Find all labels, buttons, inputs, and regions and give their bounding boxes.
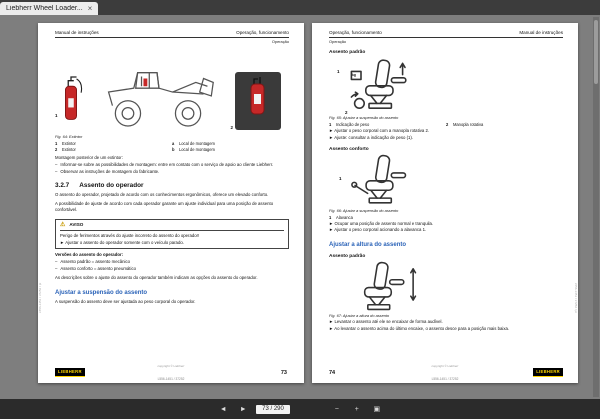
- figure-65-seat: [337, 57, 427, 115]
- legend-num: 1: [329, 214, 332, 220]
- legend-row: [446, 122, 563, 127]
- legend-text: Extintor: [62, 141, 76, 146]
- side-code: L556-1451 / 37252 / pt: [38, 282, 42, 313]
- tab-title: Liebherr Wheel Loader...: [6, 5, 83, 12]
- warning-step: ► Ajustar o assento do operador somente com o veículo parado.: [60, 239, 184, 245]
- warning-box: [55, 219, 289, 250]
- legend-num: 2: [446, 122, 449, 127]
- legend-num: a: [172, 141, 175, 146]
- paragraph: O assento do operador, projetado de acordo com os conhecimentos ergonômicos, oferece um elevado conforto.: [55, 192, 269, 198]
- page-number: 74: [329, 370, 336, 376]
- instruction-step: ► Ocupar uma posição de assento normal e tranquila.: [329, 220, 434, 226]
- figure-item-label: 1: [337, 69, 340, 74]
- legend-row: [55, 147, 172, 152]
- legend-row: [172, 147, 289, 152]
- figure-caption: Fig. 64: Extintor: [55, 134, 83, 139]
- mount-item: [55, 162, 289, 168]
- page-spread: [16, 15, 600, 383]
- liebherr-logo: [533, 368, 563, 377]
- logo-text: LIEBHERR: [536, 369, 560, 374]
- mount-item-text: – Informar-se sobre as possibilidades de montagem: entre em contato com o serviço de apoio ao cliente Liebherr.: [60, 161, 274, 167]
- legend-row: [172, 141, 289, 146]
- version-item: [55, 266, 289, 272]
- figure-67-seat: [343, 261, 427, 311]
- legend-num: 2: [55, 147, 58, 152]
- heading-assento-padrao-2: Assento padrão: [329, 254, 366, 260]
- logo-text: LIEBHERR: [58, 369, 82, 374]
- instruction-step: ► Levantar o assento até ele se encaixar de forma audível.: [329, 319, 443, 325]
- warning-header: [60, 222, 284, 231]
- document-code: L556-1451 / 37252: [157, 377, 185, 381]
- header-right: Operação, funcionamento: [236, 30, 289, 35]
- warning-text: Perigo de ferimentos através do ajuste incorreto do assento do operador!: [60, 232, 200, 238]
- version-text: – Assento conforto = assento pneumático: [60, 265, 136, 271]
- page-73: [38, 23, 304, 383]
- figure-legend: [329, 215, 563, 220]
- legend-text: Extintor: [62, 147, 76, 152]
- extinguisher-icon: [59, 70, 83, 132]
- warning-icon: ⚠: [60, 221, 66, 228]
- legend-text: Local de montagem: [179, 147, 215, 152]
- instruction-step: ► Ao levantar o assento acima do último encaixe, o assento desce para a posição mais baixa.: [329, 325, 510, 331]
- liebherr-logo: [55, 368, 85, 377]
- figure-item-label: 2: [345, 110, 348, 115]
- header-left: Manual de instruções: [55, 30, 99, 35]
- document-tab[interactable]: [0, 2, 98, 15]
- instruction-step: ► Ajustar o peso corporal acionando a alavanca 1.: [329, 227, 427, 233]
- seat-standard-icon: [343, 57, 427, 113]
- header-sub: Operação: [329, 39, 347, 44]
- page-header: [55, 30, 289, 38]
- figure-item-label: 1: [55, 113, 58, 118]
- figure-caption: Fig. 67: Ajustar a altura do assento: [329, 313, 390, 319]
- wheel-loader-icon: [95, 56, 221, 132]
- versions-title: Versões do assento do operador:: [55, 252, 124, 258]
- legend-text: Alavanca: [336, 214, 353, 220]
- figure-legend: [55, 141, 289, 152]
- legend-text: Indicação de peso: [336, 122, 370, 127]
- mount-item: [55, 169, 289, 175]
- page-number: 73: [280, 370, 287, 376]
- page-74: [312, 23, 578, 383]
- instruction-step: ► Ajuste: consultar a indicação de peso (1).: [329, 134, 414, 140]
- version-text: – Assento padrão = assento mecânico: [60, 259, 131, 265]
- figure-legend: [329, 122, 563, 127]
- figure-item-label: 1: [339, 175, 342, 181]
- close-icon[interactable]: ×: [87, 3, 93, 13]
- legend-text: Manopla rotativa: [453, 122, 484, 127]
- legend-num: 1: [55, 141, 58, 146]
- side-code: L556-1451 / 37252 / pt: [574, 282, 578, 313]
- blue-heading-suspension: Ajustar a suspensão do assento: [55, 289, 148, 296]
- bottom-toolbar: [0, 399, 600, 419]
- copyright-line: copyright © Liebherr: [157, 364, 185, 368]
- version-item: [55, 259, 289, 265]
- header-right: Manual de instruções: [519, 30, 563, 35]
- page-indicator[interactable]: 73 / 290: [256, 405, 290, 414]
- section-title: Assento do operador: [79, 182, 144, 190]
- zoom-in-button[interactable]: +: [354, 405, 359, 413]
- header-left: Operação, funcionamento: [329, 30, 382, 35]
- seat-height-icon: [343, 261, 427, 311]
- copyright-line: copyright © Liebherr: [431, 364, 459, 368]
- legend-num: b: [172, 147, 175, 152]
- vertical-scrollbar[interactable]: [593, 17, 599, 397]
- legend-row: [329, 122, 446, 127]
- blue-heading-height: Ajustar a altura do assento: [329, 242, 407, 249]
- section-heading: [55, 182, 289, 189]
- versions-note: As descrições sobre o ajuste do assento do operador também indicam as opções do assento do operador.: [55, 274, 258, 280]
- figure-64-extinguisher: [55, 48, 289, 132]
- tab-bar: [0, 0, 600, 15]
- legend-num: 1: [329, 122, 332, 127]
- page-header: [329, 30, 563, 38]
- instruction-step: ► Ajustar o peso corporal com a manopla rotativa 2.: [329, 128, 430, 133]
- figure-item-label: 2: [230, 125, 233, 130]
- next-page-button[interactable]: ►: [239, 405, 247, 413]
- fit-page-button[interactable]: ▣: [373, 406, 381, 413]
- paragraph: A possibilidade de ajuste de acordo com cada operador garante um ajuste individual para uma posição de assento confortável.: [55, 201, 274, 212]
- mount-item-text: – Observar as instruções de montagem do fabricante.: [60, 168, 160, 174]
- legend-text: Local de montagem: [179, 141, 215, 146]
- scrollbar-thumb[interactable]: [594, 20, 598, 84]
- previous-page-button[interactable]: ◄: [219, 405, 227, 413]
- figure-caption: Fig. 65: Ajustar a suspensão do assento: [329, 115, 399, 120]
- mount-title: Montagem posterior de um extintor:: [55, 155, 123, 160]
- paragraph: A suspensão do assento deve ser ajustada ao peso corporal do operador.: [55, 298, 196, 304]
- kg-icon: kg: [352, 73, 356, 77]
- zoom-out-button[interactable]: −: [334, 405, 339, 413]
- document-viewport[interactable]: [0, 15, 600, 399]
- document-code: L556-1451 / 37252: [431, 377, 459, 381]
- mount-panel-icon: [233, 70, 283, 132]
- seat-comfort-icon: [343, 154, 427, 206]
- legend-row: [329, 215, 446, 220]
- section-number: 3.2.7: [55, 182, 70, 190]
- heading-assento-conforto: Assento conforto: [329, 146, 369, 152]
- figure-caption: Fig. 66: Ajustar a suspensão do assento: [329, 207, 399, 213]
- legend-row: [55, 141, 172, 146]
- header-sub: Operação: [271, 39, 289, 44]
- warning-title: AVISO: [69, 222, 84, 228]
- heading-assento-padrao: Assento padrão: [329, 50, 366, 55]
- figure-66-seat: [339, 154, 427, 206]
